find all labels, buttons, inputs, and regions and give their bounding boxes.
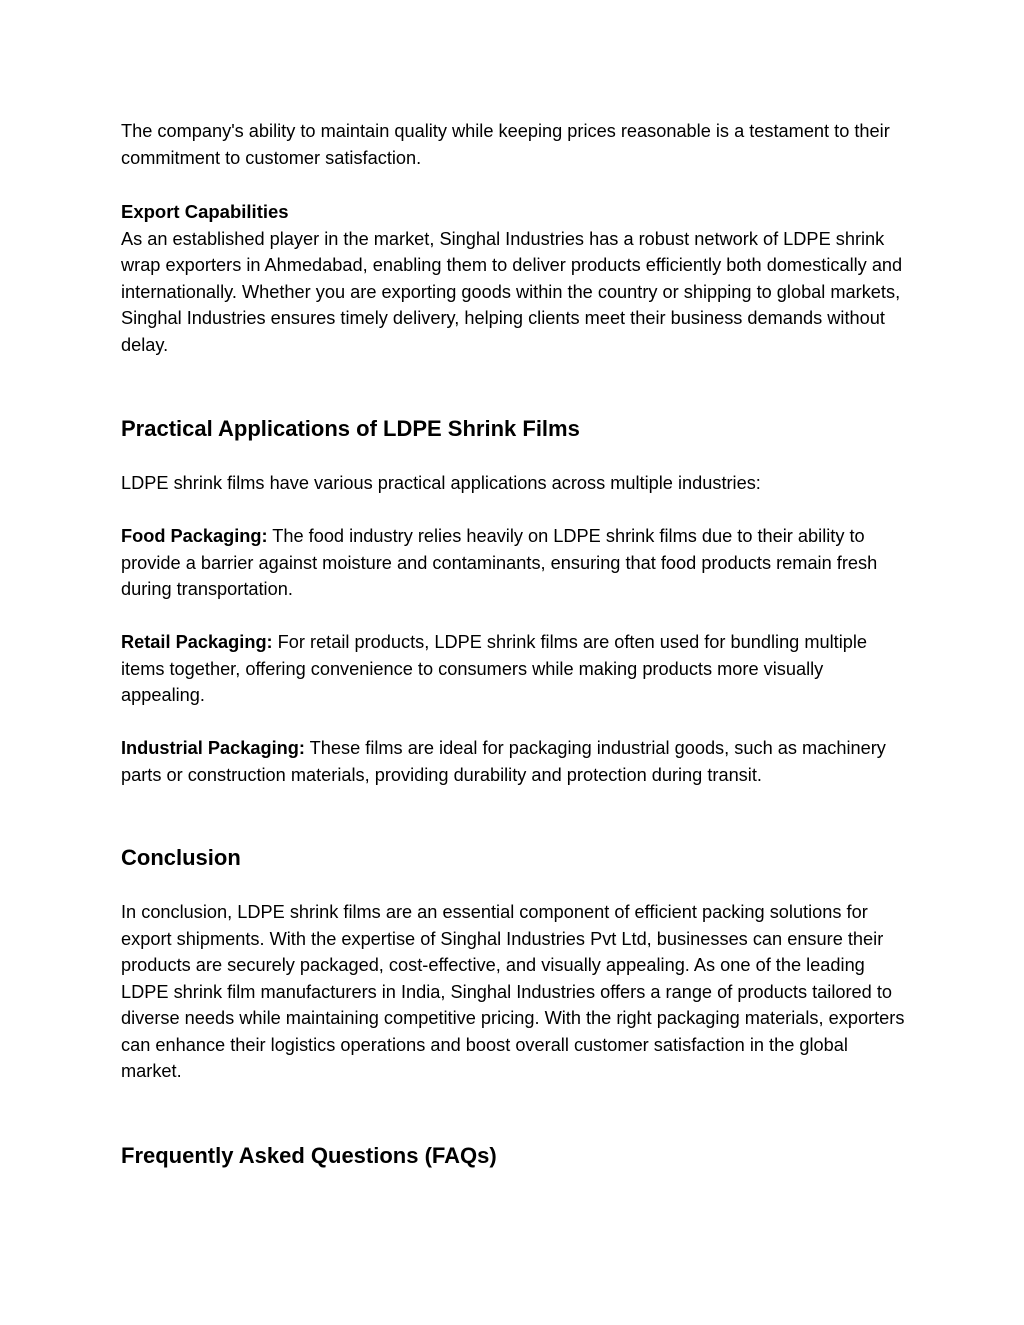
food-packaging-item (121, 523, 911, 603)
export-capabilities-heading: Export Capabilities (121, 201, 289, 222)
conclusion-heading: Conclusion (121, 845, 241, 870)
industrial-packaging-text: These films are ideal for packaging industrial goods, such as machinery parts or construction materials, providing durability and protection during transit. (121, 738, 886, 785)
document-page (121, 118, 911, 1171)
food-packaging-label: Food Packaging: (121, 526, 268, 546)
industrial-packaging-item (121, 735, 911, 788)
retail-packaging-item (121, 629, 911, 709)
intro-paragraph: The company's ability to maintain quality while keeping prices reasonable is a testament to their commitment to customer satisfaction. (121, 121, 890, 168)
faqs-heading: Frequently Asked Questions (FAQs) (121, 1142, 497, 1168)
applications-intro: LDPE shrink films have various practical applications across multiple industries: (121, 473, 761, 493)
food-packaging-text: The food industry relies heavily on LDPE shrink films due to their ability to provide a barrier against moisture and contaminants, ensuring that food products remain fresh during transportation. (121, 526, 878, 599)
applications-heading: Practical Applications of LDPE Shrink Films (121, 416, 580, 441)
conclusion-paragraph: In conclusion, LDPE shrink films are an essential component of efficient packing solutions for export shipments. With the expertise of Singhal Industries Pvt Ltd, businesses can ensure their products are securely packaged, cost-effective, and visually appealing. As one of the leading LDPE shrink film manufacturers in India, Singhal Industries offers a range of products tailored to diverse needs while maintaining competitive pricing. With the right packaging materials, exporters can enhance their logistics operations and boost overall customer satisfaction in the global market. (121, 902, 905, 1081)
industrial-packaging-label: Industrial Packaging: (121, 738, 305, 758)
retail-packaging-text: For retail products, LDPE shrink films are often used for bundling multiple items together, offering convenience to consumers while making products more visually appealing. (121, 632, 868, 705)
export-capabilities-paragraph: As an established player in the market, Singhal Industries has a robust network of LDPE shrink wrap exporters in Ahmedabad, enabling them to deliver products efficiently both domestically and internationally. Whether you are exporting goods within the country or shipping to global markets, Singhal Industries ensures timely delivery, helping clients meet their business demands without delay. (121, 228, 903, 355)
retail-packaging-label: Retail Packaging: (121, 632, 273, 652)
